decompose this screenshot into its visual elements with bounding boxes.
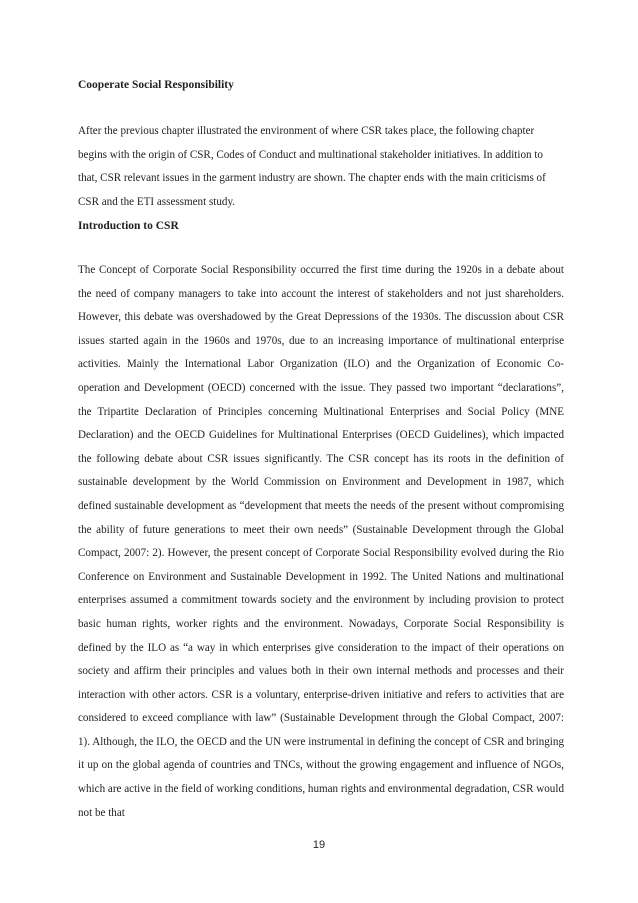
intro-paragraph: After the previous chapter illustrated the environment of where CSR takes place, the following chapter begins with the origin of CSR, Codes of Conduct and multinational stakeholder initiatives. In addition to that, CSR relevant issues in the garment industry are shown. The chapter ends with the main criticisms of CSR and the ETI assessment study. — [78, 125, 546, 208]
body-paragraph: The Concept of Corporate Social Responsibility occurred the first time during the 1920s in a debate about the need of company managers to take into account the interest of stakeholders and not just shareholders. However, this debate was overshadowed by the Great Depressions of the 1930s. The discussion about CSR issues started again in the 1960s and 1970s, due to an increasing importance of multinational enterprise activities. Mainly the International Labor Organization (ILO) and the Organization of Economic Co-operation and Development (OECD) concerned with the issue. They passed two important “declarations”, the Tripartite Declaration of Principles concerning Multinational Enterprises and Social Policy (MNE Declaration) and the OECD Guidelines for Multinational Enterprises (OECD Guidelines), which impacted the following debate about CSR issues significantly. The CSR concept has its roots in the definition of sustainable development by the World Commission on Environment and Development in 1987, which defined sustainable development as “development that meets the needs of the present without compromising the ability of future generations to meet their own needs” (Sustainable Development through the Global Compact, 2007: 2). However, the present concept of Corporate Social Responsibility evolved during the Rio Conference on Environment and Sustainable Development in 1992. The United Nations and multinational enterprises assumed a commitment towards society and the environment by including provision to protect basic human rights, worker rights and the environment. Nowadays, Corporate Social Responsibility is defined by the ILO as “a way in which enterprises give consideration to the impact of their operations on society and affirm their principles and values both in their own internal methods and processes and their interaction with other actors. CSR is a voluntary, enterprise-driven initiative and refers to activities that are considered to exceed compliance with law” (Sustainable Development through the Global Compact, 2007: 1). Although, the ILO, the OECD and the UN were instrumental in defining the concept of CSR and bringing it up on the global agenda of countries and TNCs, without the growing engagement and influence of NGOs, which are active in the field of working conditions, human rights and environmental degradation, CSR would not be that — [78, 264, 564, 819]
subsection-title: Introduction to CSR — [78, 220, 179, 232]
page-number: 19 — [312, 839, 326, 851]
section-title: Cooperate Social Responsibility — [78, 79, 234, 91]
document-page — [78, 0, 564, 903]
